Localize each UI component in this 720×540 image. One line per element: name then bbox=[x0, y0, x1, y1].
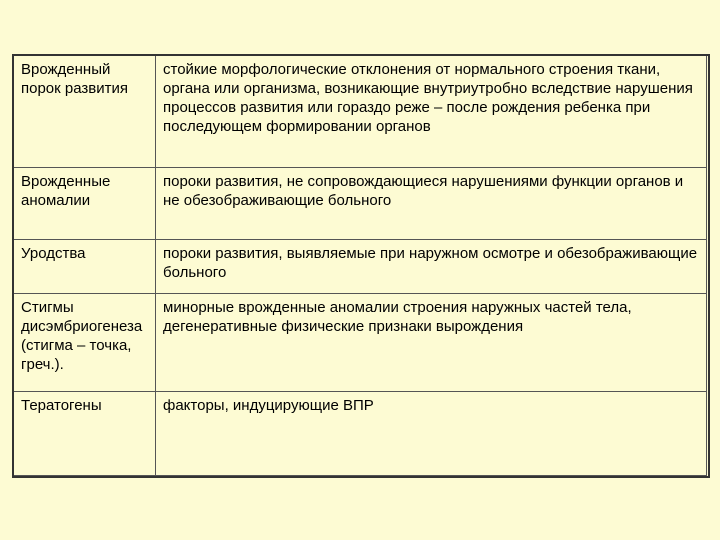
table-row bbox=[14, 294, 707, 392]
table-row bbox=[14, 168, 707, 240]
table-row bbox=[14, 392, 707, 476]
term-cell: Тератогены bbox=[14, 392, 156, 476]
term-cell: Стигмы дисэмбриогенеза (стигма – точка, греч.). bbox=[14, 294, 156, 392]
term-cell: Врожденный порок развития bbox=[14, 56, 156, 168]
table-row bbox=[14, 240, 707, 294]
definition-cell: пороки развития, выявляемые при наружном осмотре и обезображивающие больного bbox=[156, 240, 707, 294]
definition-cell: минорные врожденные аномалии строения наружных частей тела, дегенеративные физические признаки вырождения bbox=[156, 294, 707, 392]
definition-cell: стойкие морфологические отклонения от нормального строения ткани, органа или организма, возникающие внутриутробно вследствие нарушения процессов развития или гораздо реже – после рождения ребенка при последующем формировании органов bbox=[156, 56, 707, 168]
term-cell: Врожденные аномалии bbox=[14, 168, 156, 240]
table-row bbox=[14, 56, 707, 168]
definition-cell: факторы, индуцирующие ВПР bbox=[156, 392, 707, 476]
term-cell: Уродства bbox=[14, 240, 156, 294]
definition-cell: пороки развития, не сопровождающиеся нарушениями функции органов и не обезображивающие больного bbox=[156, 168, 707, 240]
terms-table bbox=[13, 55, 707, 476]
